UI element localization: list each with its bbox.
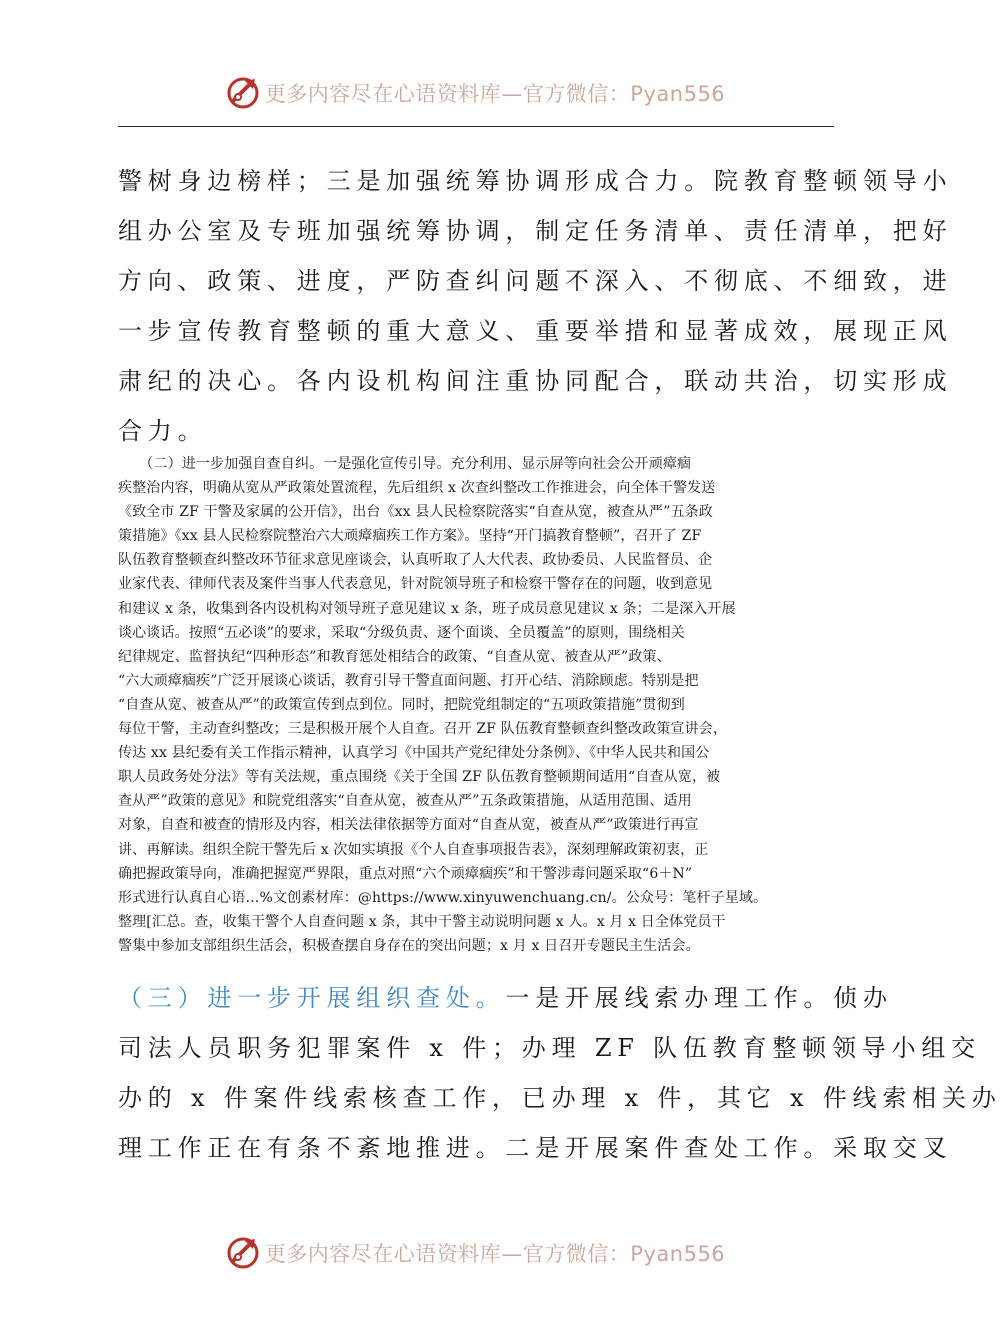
text-line: 《致全市 ZF 干警及家属的公开信》，出台《xx 县人民检察院落实“自查从宽，被查从严”五条政 [118,504,713,521]
text-line: 每位干警，主动查纠整改；三是积极开展个人自查。召开 ZF 队伍教育整顿查纠整改政策宣讲会， [118,721,728,738]
brand-logo-icon [225,1235,261,1271]
text-line: 纪律规定、监督执纪“四种形态”和教育惩处相结合的政策、“自查从宽、被查从严”政策、 [118,648,671,665]
text-line: 警集中参加支部组织生活会，积极查摆自身存在的突出问题；x 月 x 日召开专题民主生活会。 [118,937,700,954]
text-line: （二）进一步加强自查自纠。一是强化宣传引导。充分利用、显示屏等向社会公开顽瘴痼 [118,456,692,472]
text-line: 和建议 x 条，收集到各内设机构对领导班子意见建议 x 条，班子成员意见建议 x 条；二是深入开展 [118,600,736,617]
brand-logo-icon [225,75,261,111]
text-line: 对象，自查和被查的情形及内容，相关法律依据等方面对“自查从宽，被查从严”政策进行再宣 [118,817,699,834]
section-heading: （三）进一步开展组织查处。 [118,984,506,1012]
text-line: 确把握政策导向，准确把握宽严界限，重点对照“六个顽瘴痼疾”和干警涉毒问题采取“6＋N” [118,865,693,882]
text-line: 疾整治内容，明确从宽从严政策处置流程，先后组织 x 次查纠整改工作推进会，向全体干警发送 [118,480,716,497]
text-line: 组办公室及专班加强统筹协调，制定任务清单、责任清单，把好 [118,217,953,245]
text-line: 肃纪的决心。各内设机构间注重协同配合，联动共治，切实形成 [118,367,953,395]
text-line [118,973,893,1023]
footer-watermark-text: 更多内容尽在心语资料库—官方微信：Pyan556 [264,1242,726,1266]
text-line: “六大顽瘴痼疾”广泛开展谈心谈话，教育引导干警直面问题、打开心结、消除顾虑。特别是把 [118,672,699,689]
heading-line-rest: 一是开展线索办理工作。侦办 [505,984,893,1012]
paragraph-top [118,156,953,456]
footer-watermark [0,1228,950,1278]
text-line: 形式进行认真自心语…%文创素材库：@https://www.xinyuwenchuang.cn/。公众号：笔杆子星域。 [118,889,768,906]
text-line: 整理[汇总。查，收集干警个人自查问题 x 条，其中干警主动说明问题 x 人。x 月 x 日全体党员干 [118,913,726,930]
text-line: “自查从宽、被查从严”的政策宣传到点到位。同时，把院党组制定的“五项政策措施”贯彻到 [118,696,685,713]
text-line: 警树身边榜样；三是加强统筹协调形成合力。院教育整顿领导小 [118,167,953,195]
text-line: 方向、政策、进度，严防查纠问题不深入、不彻底、不细致，进 [118,267,953,295]
text-line: 职人员政务处分法》等有关法规，重点围绕《关于全国 ZF 队伍教育整顿期间适用“自查从宽，被 [118,769,721,786]
paragraph-investigation [118,973,1002,1173]
header-watermark-text: 更多内容尽在心语资料库—官方微信：Pyan556 [264,82,726,106]
text-line: 合力。 [118,417,208,445]
text-line: 理工作正在有条不紊地推进。二是开展案件查处工作。采取交叉 [118,1134,953,1162]
text-line: 一步宣传教育整顿的重大意义、重要举措和显著成效，展现正风 [118,317,953,345]
header-divider [118,126,834,127]
text-line: 队伍教育整顿查纠整改环节征求意见座谈会，认真听取了人大代表、政协委员、人民监督员、企 [118,552,713,569]
text-line: 司法人员职务犯罪案件 x 件；办理 ZF 队伍教育整顿领导小组交 [118,1034,981,1062]
text-line: 办的 x 件案件线索核查工作，已办理 x 件，其它 x 件线索相关办 [118,1084,1002,1112]
text-line: 讲、再解读。组织全院干警先后 x 次如实填报《个人自查事项报告表》，深刻理解政策初衷，正 [118,841,709,858]
text-line: 谈心谈话。按照“五必谈”的要求，采取“分级负责、逐个面谈、全员覆盖”的原则，围绕相关 [118,624,685,641]
header-watermark [0,68,950,118]
text-line: 传达 xx 县纪委有关工作指示精神，认真学习《中国共产党纪律处分条例》、《中华人民共和国公 [118,745,710,762]
text-line: 业家代表、律师代表及案件当事人代表意见，针对院领导班子和检察干警存在的问题，收到意见 [118,576,713,593]
text-line: 策措施》《xx 县人民检察院整治六大顽瘴痼疾工作方案》。坚持“开门搞教育整顿”，召开了 ZF [118,528,702,545]
text-line: 查从严”政策的意见》和院党组落实“自查从宽，被查从严”五条政策措施，从适用范围、适用 [118,793,692,810]
paragraph-self-inspection [118,452,834,958]
